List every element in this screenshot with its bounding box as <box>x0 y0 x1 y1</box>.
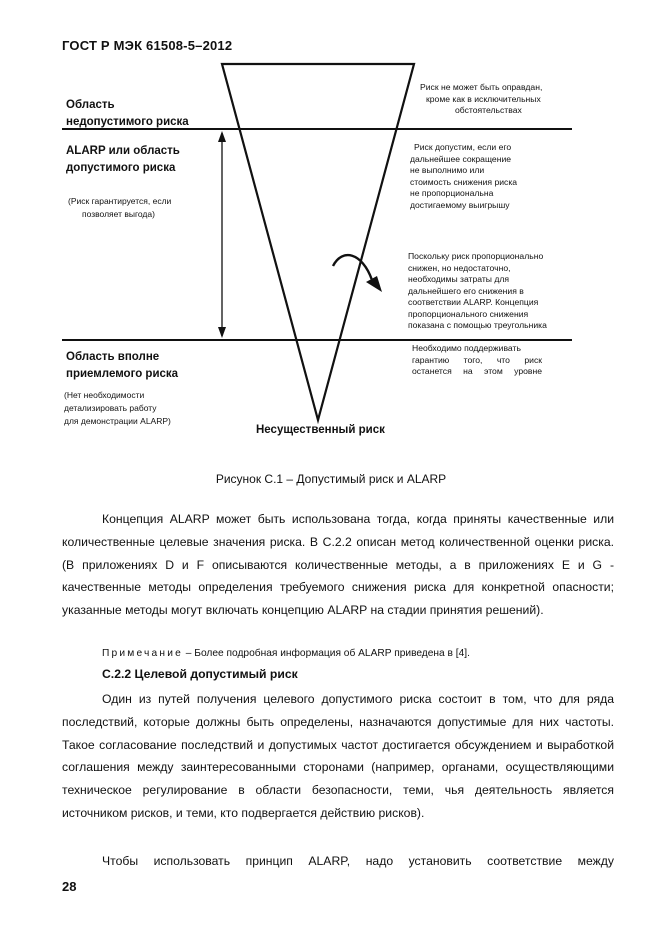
note-line <box>102 648 470 659</box>
figure-caption: Рисунок С.1 – Допустимый риск и ALARP <box>215 472 447 486</box>
paragraph-target-risk: Один из путей получения целевого допустимого риска состоит в том, что для ряда последствий, которые должны быть определены, назначаются допустимые для них частоты. Такое согласование последствий и допустимых частот достигается обсуждением и выработкой соглашения между заинтересованными сторонами (например, органами, осуществляющими техническое регулирование в области безопасности, теми, чья деятельность является источником рисков, и теми, кто подвергается действию рисков). <box>62 692 614 820</box>
note-unacceptable: Риск не может быть оправдан, кроме как в исключительных обстоятельствах <box>420 82 543 115</box>
region-unacceptable: Область недопустимого риска <box>66 99 189 128</box>
note-text: – Более подробная информация об ALARP приведена в [4]. <box>182 648 470 659</box>
note-label: Примечание <box>102 648 183 659</box>
region-alarp: ALARP или область допустимого риска <box>66 145 180 174</box>
page-number: 28 <box>62 879 77 894</box>
section-heading: С.2.2 Целевой допустимый риск <box>102 667 298 681</box>
apex-label: Несущественный риск <box>256 424 385 436</box>
document-header: ГОСТ Р МЭК 61508-5–2012 <box>62 38 233 53</box>
risk-triangle <box>222 64 414 420</box>
region-alarp-note: (Риск гарантируется, если позволяет выгода) <box>68 196 172 219</box>
note-maintain-assurance: Необходимо поддерживать гарантию того, что риск останется на этом уровне <box>412 343 542 376</box>
note-tolerable: Риск допустим, если его дальнейшее сокращение не выполнимо или стоимость снижения риска не пропорциональна достигаемому выигрышу <box>410 142 518 210</box>
arrow-head-down <box>218 327 226 338</box>
reduction-curved-arrow <box>333 255 372 280</box>
note-proportional-reduction: Поскольку риск пропорционально снижен, но недостаточно, необходимы затраты для дальнейшего его снижения в соответствии ALARP. Концепция пропорционального снижения показана с помощью треугольника <box>408 251 547 330</box>
region-acceptable-note: (Нет необходимости детализировать работу для демонстрации ALARP) <box>64 390 171 426</box>
region-acceptable: Область вполне приемлемого риска <box>66 351 179 380</box>
paragraph-alarp-concept: Концепция ALARP может быть использована тогда, когда приняты качественные или количественные целевые значения риска. В С.2.2 описан метод количественной оценки риска. (В приложениях D и F описываются количественные методы, а в приложениях Е и G - качественные методы определения требуемого снижения риска для конкретной опасности; указанные методы могут включать концепцию ALARP на стадии принятия решений). <box>62 512 614 618</box>
paragraph-alarp-principle: Чтобы использовать принцип ALARP, надо установить соответствие между <box>102 854 614 868</box>
arrow-head-up <box>218 131 226 142</box>
curved-arrow-head <box>366 276 382 292</box>
